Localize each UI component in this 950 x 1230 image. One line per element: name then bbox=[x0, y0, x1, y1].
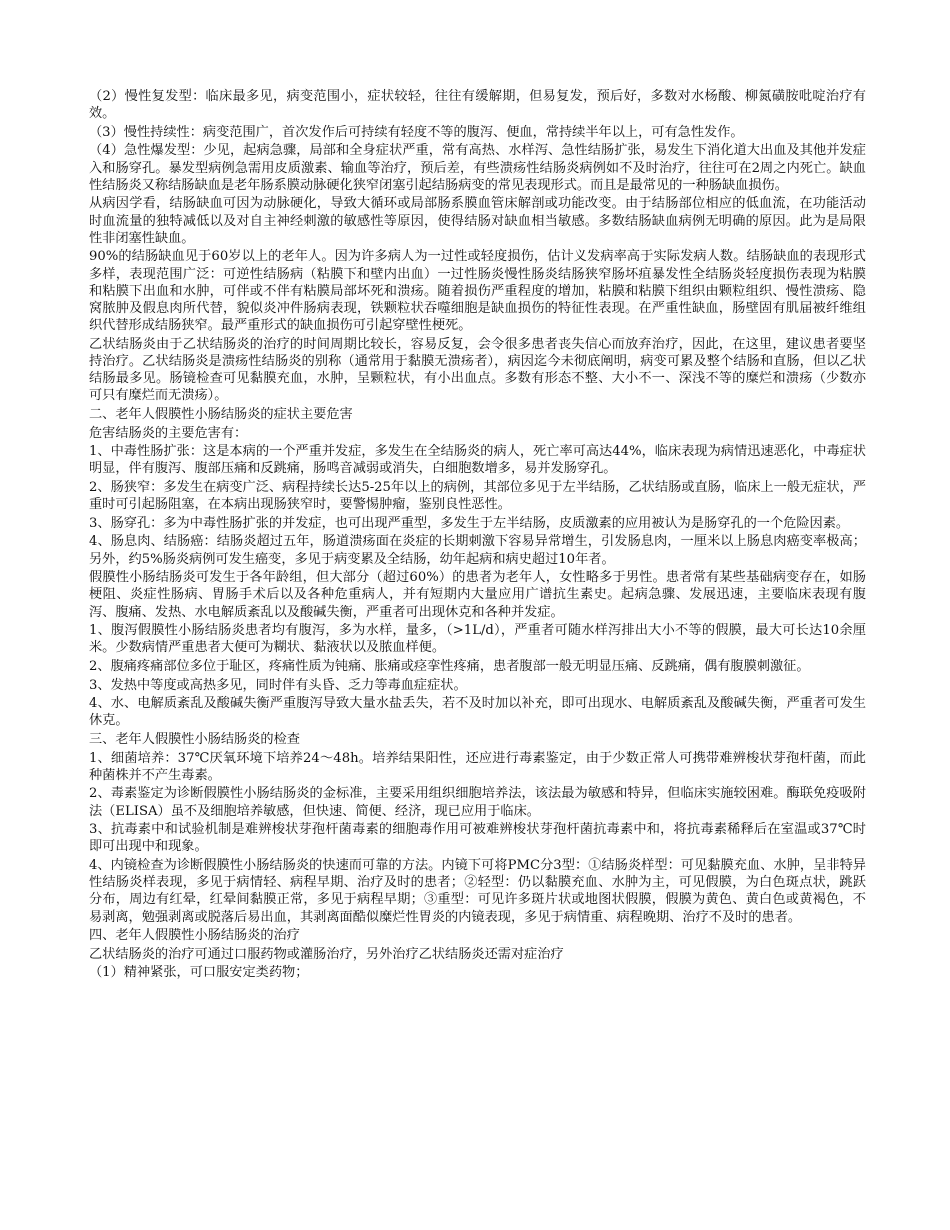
paragraph: 1、中毒性肠扩张：这是本病的一个严重并发症，多发生在全结肠炎的病人，死亡率可高达44%，临床表现为病情迅速恶化，中毒症状明显，伴有腹泻、腹部压痛和反跳痛，肠鸣音减弱或消失，白细胞数增多，易并发肠穿孔。 bbox=[89, 444, 866, 477]
paragraph: 4、肠息肉、结肠癌：结肠炎超过五年，肠道溃疡面在炎症的长期刺激下容易异常增生，引发肠息肉，一厘米以上肠息肉癌变率极高；另外，约5%肠炎病例可发生癌变，多见于病变累及全结肠，幼年起病和病史超过10年者。 bbox=[89, 534, 866, 567]
paragraph: 3、发热中等度或高热多见，同时伴有头昏、乏力等毒血症症状。 bbox=[89, 677, 467, 693]
paragraph: 1、细菌培养：37℃厌氧环境下培养24～48h。培养结果阳性，还应进行毒素鉴定，由于少数正常人可携带难辨梭状芽孢杆菌，而此种菌株并不产生毒素。 bbox=[89, 750, 866, 783]
paragraph: 2、毒素鉴定为诊断假膜性小肠结肠炎的金标准，主要采用组织细胞培养法，该法最为敏感和特异，但临床实施较困难。酶联免疫吸附法（ELISA）虽不及细胞培养敏感，但快速、简便、经济，现已应用于临床。 bbox=[89, 786, 866, 819]
paragraph: （3）慢性持续性：病变范围广，首次发作后可持续有轻度不等的腹泻、便血，常持续半年以上，可有急性发作。 bbox=[89, 124, 744, 140]
paragraph: （4）急性爆发型：少见，起病急骤，局部和全身症状严重，常有高热、水样泻、急性结肠扩张，易发生下消化道大出血及其他并发症入和肠穿孔。暴发型病例急需用皮质激素、输血等治疗，预后差，有些溃疡性结肠炎病例如不及时治疗，往往可在2周之内死亡。缺血性结肠炎又称结肠缺血是老年肠系膜动脉硬化狭窄闭塞引起结肠病变的常见表现形式。而且是最常见的一种肠缺血损伤。 bbox=[89, 143, 866, 193]
paragraph: 2、腹痛疼痛部位多位于耻区，疼痛性质为钝痛、胀痛或痉挛性疼痛，患者腹部一般无明显压痛、反跳痛，偶有腹膜刺激征。 bbox=[89, 658, 810, 674]
document-body bbox=[89, 88, 866, 982]
paragraph: （2）慢性复发型：临床最多见，病变范围小，症状较轻，往往有缓解期，但易复发，预后好，多数对水杨酸、柳氮磺胺吡啶治疗有效。 bbox=[89, 89, 866, 122]
section-heading: 二、老年人假膜性小肠结肠炎的症状主要危害 bbox=[89, 407, 353, 422]
paragraph: 3、肠穿孔：多为中毒性肠扩张的并发症，也可出现严重型，多发生于左半结肠，皮质激素的应用被认为是肠穿孔的一个危险因素。 bbox=[89, 515, 850, 531]
paragraph: 假膜性小肠结肠炎可发生于各年龄组，但大部分（超过60%）的患者为老年人，女性略多于男性。患者常有某些基础病变存在，如肠梗阻、炎症性肠病、胃肠手术后以及各种危重病人，并有短期内大量应用广谱抗生素史。起病急骤、发展迅速，主要临床表现有腹泻、腹痛、发热、水电解质紊乱以及酸碱失衡，严重者可出现休克和各种并发症。 bbox=[89, 570, 866, 620]
paragraph: 危害结肠炎的主要危害有： bbox=[89, 425, 248, 441]
paragraph: （1）精神紧张，可口服安定类药物； bbox=[89, 965, 309, 981]
paragraph: 3、抗毒素中和试验机制是难辨梭状芽孢杆菌毒素的细胞毒作用可被难辨梭状芽孢杆菌抗毒素中和，将抗毒素稀释后在室温或37℃时即可出现中和现象。 bbox=[89, 822, 866, 855]
paragraph: 4、内镜检查为诊断假膜性小肠结肠炎的快速而可靠的方法。内镜下可将PMC分3型：①结肠炎样型：可见黏膜充血、水肿，呈非特异性结肠炎样表现，多见于病情轻、病程早期、治疗及时的患者；②轻型：仍以黏膜充血、水肿为主，可见假膜，为白色斑点状，跳跃分布，周边有红晕，红晕间黏膜正常，多见于病程早期；③重型：可见许多斑片状或地图状假膜，假膜为黄色、黄白色或黄褐色，不易剥离，勉强剥离或脱落后易出血，其剥离面酷似糜烂性胃炎的内镜表现，多见于病情重、病程晚期、治疗不及时的患者。 bbox=[89, 857, 866, 925]
paragraph: 2、肠狭窄：多发生在病变广泛、病程持续长达5-25年以上的病例，其部位多见于左半结肠，乙状结肠或直肠，临床上一般无症状，严重时可引起肠阻塞，在本病出现肠狭窄时，要警惕肿瘤，鉴别良性恶性。 bbox=[89, 479, 866, 513]
paragraph: 1、腹泻假膜性小肠结肠炎患者均有腹泻，多为水样，量多，（>1L/d），严重者可随水样泻排出大小不等的假膜，最大可长达10余厘米。少数病情严重患者大便可为糊状、黏液状以及脓血样便。 bbox=[89, 623, 866, 656]
section-heading: 四、老年人假膜性小肠结肠炎的治疗 bbox=[89, 928, 300, 944]
section-heading: 三、老年人假膜性小肠结肠炎的检查 bbox=[89, 731, 300, 747]
paragraph: 乙状结肠炎由于乙状结肠炎的治疗的时间周期比较长，容易反复，会令很多患者丧失信心而放弃治疗，因此，在这里，建议患者要坚持治疗。乙状结肠炎是溃疡性结肠炎的别称（通常用于黏膜无溃疡者），病因迄今未彻底阐明，病变可累及整个结肠和直肠，但以乙状结肠最多见。肠镜检查可见黏膜充血，水肿，呈颗粒状，有小出血点。多数有形态不整、大小不一、深浅不等的糜烂和溃疡（少数亦可只有糜烂而无溃疡）。 bbox=[89, 336, 866, 404]
paragraph: 从病因学看，结肠缺血可因为动脉硬化，导致大循环或局部肠系膜血管床解剖或功能改变。由于结肠部位相应的低血流，在功能活动时血流量的独特减低以及对自主神经刺激的敏感性等原因，使得结肠对缺血相当敏感。多数结肠缺血病例无明确的原因。此为是局限性非闭塞性缺血。 bbox=[89, 196, 866, 246]
paragraph: 4、水、电解质紊乱及酸碱失衡严重腹泻导致大量水盐丢失，若不及时加以补充，即可出现水、电解质紊乱及酸碱失衡，严重者可发生休克。 bbox=[89, 696, 866, 729]
paragraph: 乙状结肠炎的治疗可通过口服药物或灌肠治疗，另外治疗乙状结肠炎还需对症治疗 bbox=[89, 946, 564, 962]
paragraph: 90%的结肠缺血见于60岁以上的老年人。因为许多病人为一过性或轻度损伤，估计义发病率高于实际发病人数。结肠缺血的表现形式多样，表现范围广泛：可逆性结肠病（粘膜下和壁内出血）一过性肠炎慢性肠炎结肠狭窄肠坏疽暴发性全结肠炎轻度损伤表现为粘膜和粘膜下出血和水肿，可伴或不伴有粘膜局部坏死和溃疡。随着损伤严重程度的增加，粘膜和粘膜下组织由颗粒组织、慢性溃疡、隐窝脓肿及假息肉所代替，貌似炎冲件肠病表现，铁颗粒状吞噬细胞是缺血损伤的特征性表现。在严重性缺血，肠壁固有肌届被纤维组织代替形成结肠狭窄。最严重形式的缺血损伤可引起穿壁性梗死。 bbox=[89, 249, 866, 334]
